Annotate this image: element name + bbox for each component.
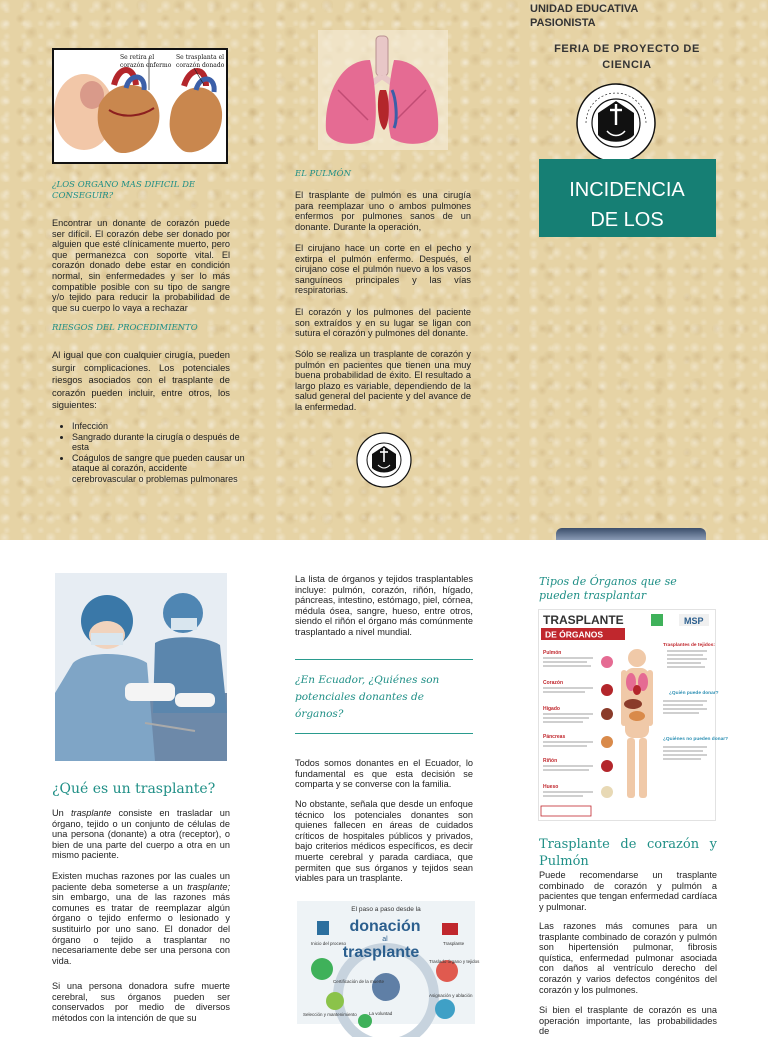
cover-image-fragment <box>556 528 706 540</box>
heart-transplant-image <box>52 48 228 164</box>
text: trasplante <box>70 808 112 818</box>
school-seal <box>576 83 656 163</box>
heading-procedure-risks: RIESGOS DEL PROCEDIMIENTO <box>52 323 198 333</box>
poster-title2: DE ÓRGANOS <box>545 629 604 640</box>
poster-section: Corazón <box>543 680 563 686</box>
heading-what-is-transplant: ¿Qué es un trasplante? <box>52 781 216 797</box>
paragraph-common-reasons: Las razones más comunes para un trasplante combinado de corazón y pulmón son hipertensión pulmonar, fibrosis quística, enfermedad pulmonar asociada con daños al ventrículo derecho del corazón y varios defectos congénitos del corazón y los pulmones. <box>539 921 717 995</box>
step-label: La voluntad <box>369 1011 393 1016</box>
infographic-main1: donación <box>349 918 421 935</box>
poster-section: ¿Quiénes no pueden donar? <box>663 737 729 742</box>
school-seal-small <box>356 432 412 488</box>
title-box-text: INCIDENCIA DE LOS <box>569 179 685 231</box>
paragraph-lung-3: El corazón y los pulmones del paciente son extraídos y en su lugar se ligan con sutura el corazón y pulmones del donante. <box>295 307 471 339</box>
text: trasplante; <box>187 881 230 892</box>
surgeons-photo <box>55 573 227 761</box>
step-label: Trasplante <box>443 941 465 946</box>
lungs-image <box>318 30 448 150</box>
paragraph-lung-4: Sólo se realiza un trasplante de corazón y pulmón en pacientes que tienen una muy buena probabilidad de éxito. El resultado a largo plazo es variable, dependiendo de la salud general del paciente y del avance de la enfermedad. <box>295 349 471 412</box>
poster-section: ¿Quién puede donar? <box>669 691 719 696</box>
risk-item: • Infección <box>72 421 248 432</box>
label-left-l1: Se retira el <box>120 54 155 61</box>
text: consiste en trasladar un órgano, tejido o un conjunto de células de una persona (donante) a otra (receptor), o bien de una parte del cuerpo a otra en un mismo paciente. <box>52 808 230 861</box>
poster-section: Trasplantes de tejidos: <box>663 643 715 648</box>
step-label: Traslado órgano y tejidos <box>429 959 480 964</box>
text: Un <box>52 808 71 818</box>
poster-section: Hígado <box>543 706 560 712</box>
label-right-l1: Se trasplanta el <box>176 54 225 61</box>
step-label: Selección y mantenimiento <box>303 1012 357 1017</box>
label-right-l2: corazón donado <box>176 62 225 69</box>
risks-list <box>52 421 248 484</box>
text: Existen muchas razones por las cuales un paciente deba someterse a un <box>52 871 230 892</box>
heading-heart-lung-transplant: Trasplante de corazón y Pulmón <box>539 837 717 869</box>
paragraph-heart-operation: Si bien el trasplante de corazón es una operación importante, las probabilidades de <box>539 1005 717 1037</box>
paragraph-lung-2: El cirujano hace un corte en el pecho y extirpa el pulmón enfermo. Después, el cirujano cose el pulmón nuevo a los vasos sanguíneos principales y las vías respiratorias. <box>295 243 471 296</box>
infographic-top: El paso a paso desde la <box>351 906 421 913</box>
heading-lung: EL PULMÓN <box>295 169 352 179</box>
risk-item: • Sangrado durante la cirugía o después de esta <box>72 432 248 453</box>
divider <box>295 659 473 660</box>
poster-section: Páncreas <box>543 734 566 740</box>
heading-hardest-organ: ¿LOS ORGANO MAS DIFICIL DE CONSEGUIR? <box>52 180 196 201</box>
paragraph-organ-list: La lista de órganos y tejidos trasplantables incluye: pulmón, corazón, riñón, hígado, páncreas, intestino, estómago, piel, córnea, médula ósea, sangre, hueso, entre otros, siendo el riñón el órgano más comúnmente trasplantado a nivel mundial. <box>295 574 473 637</box>
paragraph-all-donors: Todos somos donantes en el Ecuador, lo fundamental es que esta decisión se comparta y se converse con la familia. <box>295 758 473 790</box>
paragraph-heart-donor: Encontrar un donante de corazón puede ser difícil. El corazón debe ser donado por alguien que esté clínicamente muerto, pero que permanezca con soporte vital. El corazón donado debe estar en condición normal, sin enfermedades y ser lo más compatible posible con su tipo de sangre y/o tejido para reducir la probabilidad de que su cuerpo lo vaya a rechazar <box>52 218 230 313</box>
infographic-al: al <box>382 936 388 943</box>
paragraph-transplant-reasons <box>52 871 230 966</box>
poster-title1: TRASPLANTE <box>543 613 624 627</box>
step-label: Inicio del proceso <box>311 941 347 946</box>
paragraph-lung-1: El trasplante de pulmón es una cirugía para reemplazar uno o ambos pulmones enfermos por pulmones sanos de un donante. Durante la operación, <box>295 190 471 232</box>
heading-ecuador-donors: ¿En Ecuador, ¿Quiénes son potenciales donantes de órganos? <box>295 674 440 720</box>
brochure-inner-page <box>0 540 768 1037</box>
step-label: Certificación de la muerte <box>333 979 385 984</box>
poster-logo: MSP <box>684 616 704 626</box>
poster-section: Riñón <box>543 758 558 764</box>
text: sin embargo, una de las razones más comunes es tratar de reemplazar algún órgano o tejido enfermo o lesionado y sustituirlo por uno sano. El donador del órgano o tejido a trasplantar no necesariamente debe ser una persona con vida. <box>52 892 230 966</box>
risk-item: • Coágulos de sangre que pueden causar un ataque al corazón, accidente cerebrovascular o problemas pulmonares <box>72 453 248 485</box>
paragraph-risks-intro: Al igual que con cualquier cirugía, pueden surgir complicaciones. Los potenciales riesgos asociados con el trasplante de corazón pueden incluir, entre otros, los siguientes: <box>52 349 230 411</box>
organ-transplant-poster <box>538 609 729 821</box>
title-box <box>539 159 716 237</box>
paragraph-transplant-def <box>52 808 230 861</box>
poster-section: Pulmón <box>543 650 562 656</box>
divider <box>295 733 473 734</box>
label-left-l2: corazón enfermo <box>120 62 172 69</box>
paragraph-combined-transplant: Puede recomendarse un trasplante combinado de corazón y pulmón a pacientes que tengan enfermedad cardíaca y pulmonar. <box>539 870 717 912</box>
school-name: UNIDAD EDUCATIVA PASIONISTA <box>530 3 638 29</box>
infographic-main2: trasplante <box>342 944 420 961</box>
step-label: Asignación y ablación <box>429 993 473 998</box>
paragraph-potential-donors: No obstante, señala que desde un enfoque técnico los potenciales donantes son quienes fallecen en áreas de cuidados críticos de hospitales públicos y privados, bajo criterios médicos específicos, es decir muerte cerebral y parada cardiaca, que permiten que sus órganos y tejidos sean viables para un trasplante. <box>295 799 473 884</box>
poster-section: Hueso <box>543 784 559 790</box>
heading-organ-types: Tipos de Órganos que se pueden trasplantar <box>539 575 677 602</box>
science-fair-title: FERIA DE PROYECTO DE CIENCIA <box>554 43 700 71</box>
paragraph-brain-death: Si una persona donadora sufre muerte cerebral, sus órganos pueden ser conservados por medio de diversos métodos con la intención de que su <box>52 981 230 1023</box>
donation-infographic <box>297 901 480 1024</box>
